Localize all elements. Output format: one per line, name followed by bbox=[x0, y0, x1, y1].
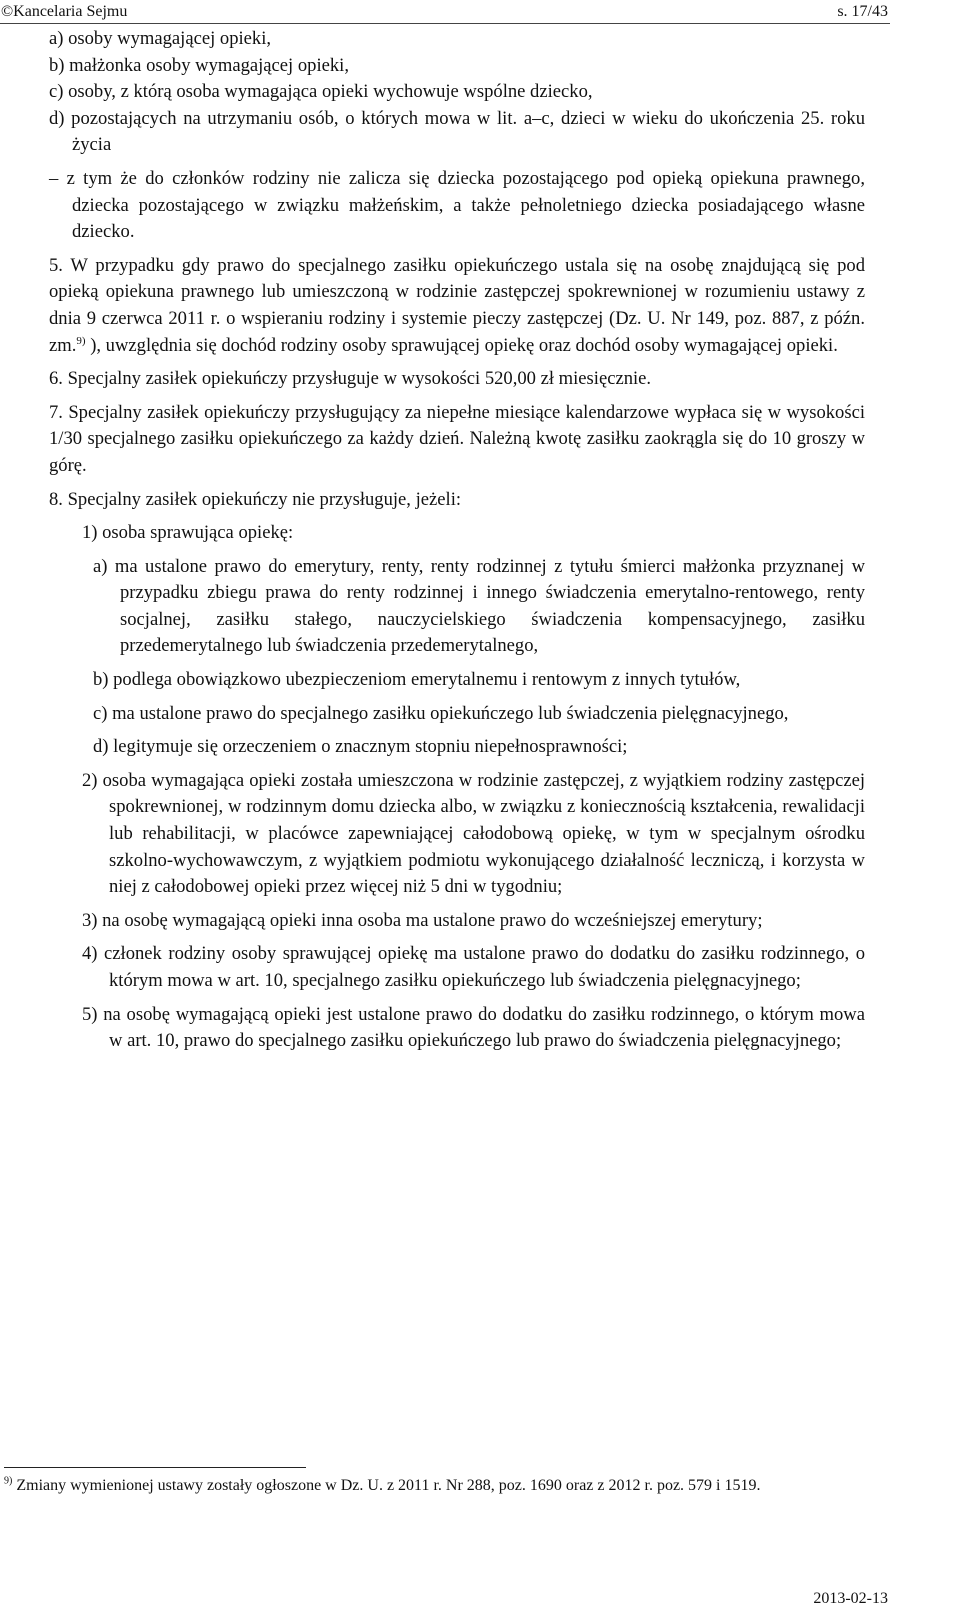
paragraph-7: 7. Specjalny zasiłek opiekuńczy przysługujący za niepełne miesiące kalendarzowe wypłaca się w wysokości 1/30 specjalnego zasiłku opiekuńczego za każdy dzień. Należną kwotę zasiłku zaokrągla się do 10 groszy w górę. bbox=[49, 401, 865, 476]
footnote bbox=[4, 1473, 884, 1499]
point-2: 2) osoba wymagająca opieki została umieszczona w rodzinie zastępczej, z wyjątkiem rodziny zastępczej spokrewnionej, w rodzinnym domu dziecka albo, w związku z koniecznością kształcenia, rewalidacji lub rehabilitacji, w placówce zapewniającej całodobową opiekę, w tym w specjalnym ośrodku szkolno-wychowawczym, z wyjątkiem podmiotu wykonującego działalność leczniczą, i korzysta w niej z całodobowej opieki przez więcej niż 5 dni w tygodniu; bbox=[82, 769, 865, 898]
header-rule bbox=[0, 23, 890, 24]
point-3: 3) na osobę wymagającą opieki inna osoba ma ustalone prawo do wcześniejszej emerytury; bbox=[82, 909, 763, 931]
point-1: 1) osoba sprawująca opiekę: bbox=[82, 522, 294, 544]
point-1-letter-d: d) legitymuje się orzeczeniem o znacznym stopniu niepełnosprawności; bbox=[93, 736, 628, 758]
point-1-letter-a: a) ma ustalone prawo do emerytury, renty, renty rodzinnej z tytułu śmierci małżonka przyznanej w przypadku zbiegu prawa do renty rodzinnej i innego świadczenia emerytalno-rentowego, renty socjalnej, zasiłku stałego, nauczycielskiego świadczenia kompensacyjnego, zasiłku przedemerytalnego lub świadczenia przedemerytalnego, bbox=[93, 555, 865, 657]
paragraph-5-text: 5. W przypadku gdy prawo do specjalnego zasiłku opiekuńczego ustala się na osobę znajdującą się pod opieką opiekuna prawnego lub umieszczoną w rodzinie zastępczej spokrewnionej w rozumieniu ustawy z dnia 9 czerwca 2011 r. o wspieraniu rodziny i systemie pieczy zastępczej (Dz. U. Nr 149, poz. 887, z późn. zm. bbox=[49, 254, 865, 356]
point-5: 5) na osobę wymagającą opieki jest ustalone prawo do dodatku do zasiłku rodzinnego, o którym mowa w art. 10, prawo do specjalnego zasiłku opiekuńczego lub prawo do świadczenia pielęgnacyjnego; bbox=[82, 1003, 865, 1052]
list-item-d: d) pozostających na utrzymaniu osób, o których mowa w lit. a–c, dzieci w wieku do ukończenia 25. roku życia bbox=[49, 107, 865, 156]
footnote-rule bbox=[4, 1467, 306, 1468]
paragraph-5-text-end: ), uwzględnia się dochód rodziny osoby sprawującej opiekę oraz dochód osoby wymagającej opieki. bbox=[85, 334, 838, 356]
point-4: 4) członek rodziny osoby sprawującej opiekę ma ustalone prawo do dodatku do zasiłku rodzinnego, o którym mowa w art. 10, specjalnego zasiłku opiekuńczego lub świadczenia pielęgnacyjnego; bbox=[82, 943, 865, 991]
publisher-label: ©Kancelaria Sejmu bbox=[1, 3, 128, 20]
document-date: 2013-02-13 bbox=[813, 1590, 888, 1607]
dash-clause: – z tym że do członków rodziny nie zalicza się dziecka pozostającego pod opieką opiekuna prawnego, dziecka pozostającego w związku małżeńskim, a także pełnoletniego dziecka posiadającego własne dziecko. bbox=[49, 167, 865, 243]
point-1-letter-b: b) podlega obowiązkowo ubezpieczeniom emerytalnemu i rentowym z innych tytułów, bbox=[93, 669, 741, 691]
list-item-b: b) małżonka osoby wymagającej opieki, bbox=[49, 54, 349, 76]
footnote-marker: 9) bbox=[4, 1475, 13, 1487]
page-number: s. 17/43 bbox=[837, 3, 888, 20]
page-header bbox=[0, 2, 960, 24]
paragraph-6: 6. Specjalny zasiłek opiekuńczy przysługuje w wysokości 520,00 zł miesięcznie. bbox=[49, 368, 652, 390]
point-1-letter-c: c) ma ustalone prawo do specjalnego zasiłku opiekuńczego lub świadczenia pielęgnacyjnego, bbox=[93, 702, 789, 724]
footnote-ref[interactable]: 9) bbox=[76, 334, 86, 347]
list-item-a: a) osoby wymagającej opieki, bbox=[49, 28, 272, 49]
paragraph-8: 8. Specjalny zasiłek opiekuńczy nie przysługuje, jeżeli: bbox=[49, 488, 462, 510]
list-item-c: c) osoby, z którą osoba wymagająca opieki wychowuje wspólne dziecko, bbox=[49, 81, 593, 103]
document-body bbox=[49, 26, 865, 1055]
paragraph-5 bbox=[49, 253, 865, 359]
footnote-text: Zmiany wymienionej ustawy zostały ogłoszone w Dz. U. z 2011 r. Nr 288, poz. 1690 oraz z 2012 r. poz. 579 i 1519. bbox=[12, 1477, 761, 1494]
